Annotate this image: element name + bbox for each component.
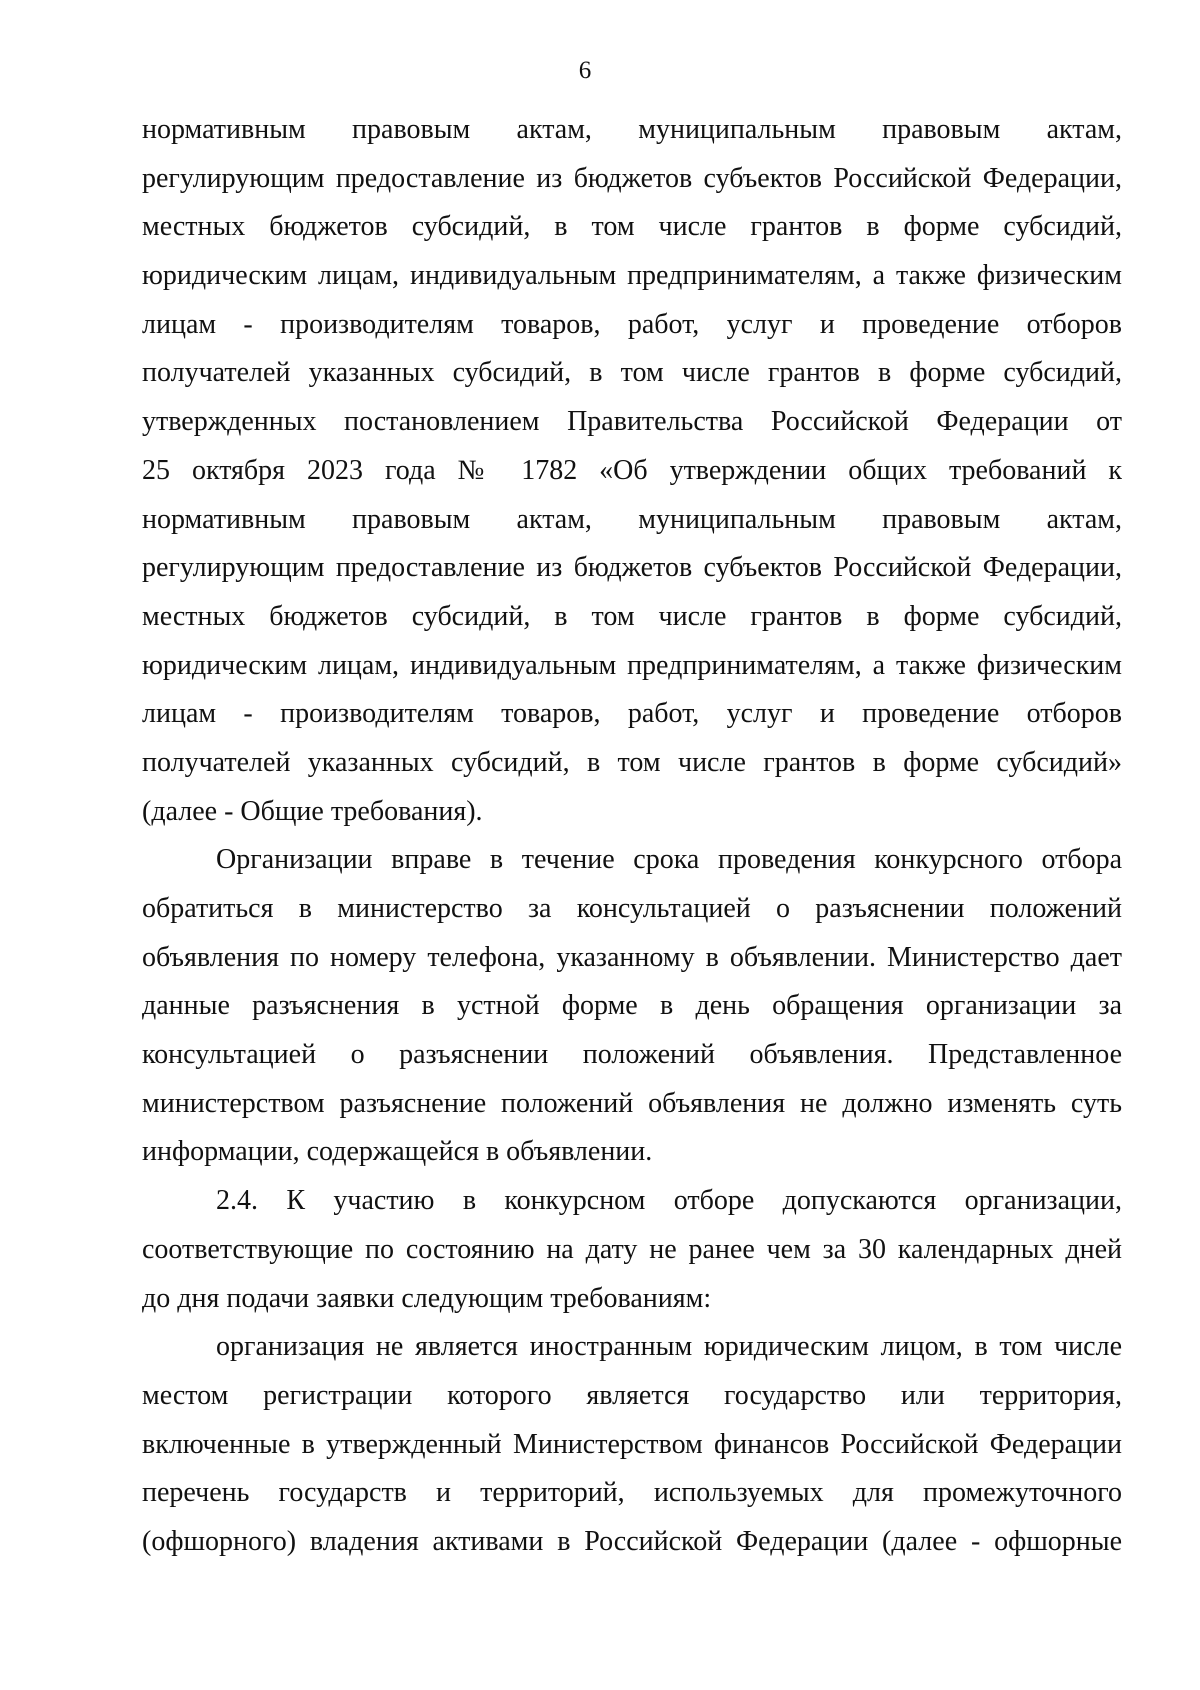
text-line: утвержденных постановлением Правительства Российской Федерации от <box>142 406 1122 438</box>
text-line: нормативным правовым актам, муниципальным правовым актам, <box>142 503 1122 535</box>
text-line: объявления по номеру телефона, указанному в объявлении. Министерство дает <box>142 941 1122 973</box>
text-line: местом регистрации которого является государство или территория, <box>142 1379 1122 1411</box>
text-line: перечень государств и территорий, используемых для промежуточного <box>142 1477 1122 1509</box>
body-text <box>142 106 1122 1567</box>
text-line: юридическим лицам, индивидуальным предпринимателям, а также физическим <box>142 649 1122 681</box>
text-line: Организации вправе в течение срока проведения конкурсного отбора <box>216 844 1122 876</box>
text-line: регулирующим предоставление из бюджетов субъектов Российской Федерации, <box>142 162 1122 194</box>
text-line: министерством разъяснение положений объявления не должно изменять суть <box>142 1087 1122 1119</box>
text-line: лицам - производителям товаров, работ, услуг и проведение отборов <box>142 698 1122 730</box>
text-line: организация не является иностранным юридическим лицом, в том числе <box>216 1331 1122 1363</box>
text-line: нормативным правовым актам, муниципальным правовым актам, <box>142 114 1122 145</box>
text-line: регулирующим предоставление из бюджетов субъектов Российской Федерации, <box>142 552 1122 584</box>
text-line: обратиться в министерство за консультацией о разъяснении положений <box>142 893 1122 924</box>
paragraph <box>142 836 1122 1177</box>
text-line: лицам - производителям товаров, работ, услуг и проведение отборов <box>142 308 1122 340</box>
text-line: получателей указанных субсидий, в том числе грантов в форме субсидий» <box>142 746 1122 778</box>
text-line: включенные в утвержденный Министерством финансов Российской Федерации <box>142 1428 1122 1460</box>
text-line: местных бюджетов субсидий, в том числе грантов в форме субсидий, <box>142 211 1122 243</box>
page-number: 6 <box>578 57 592 84</box>
text-line: юридическим лицам, индивидуальным предпринимателям, а также физическим <box>142 260 1122 292</box>
paragraph <box>142 1177 1122 1323</box>
text-line: получателей указанных субсидий, в том числе грантов в форме субсидий, <box>142 357 1122 389</box>
text-line: информации, содержащейся в объявлении. <box>142 1136 653 1168</box>
text-line: местных бюджетов субсидий, в том числе грантов в форме субсидий, <box>142 600 1122 632</box>
text-line: (офшорного) владения активами в Российской Федерации (далее - офшорные <box>142 1525 1122 1557</box>
text-line: консультацией о разъяснении положений объявления. Представленное <box>142 1039 1122 1071</box>
text-line: (далее - Общие требования). <box>142 795 483 827</box>
paragraph <box>142 106 1122 836</box>
text-line: до дня подачи заявки следующим требованиям: <box>142 1282 712 1314</box>
text-line: данные разъяснения в устной форме в день обращения организации за <box>142 990 1122 1022</box>
text-line: 2.4. К участию в конкурсном отборе допускаются организации, <box>216 1185 1122 1217</box>
text-line: соответствующие по состоянию на дату не ранее чем за 30 календарных дней <box>142 1233 1122 1265</box>
paragraph <box>142 1323 1122 1566</box>
text-line: 25 октября 2023 года № 1782 «Об утверждении общих требований к <box>142 454 1122 486</box>
